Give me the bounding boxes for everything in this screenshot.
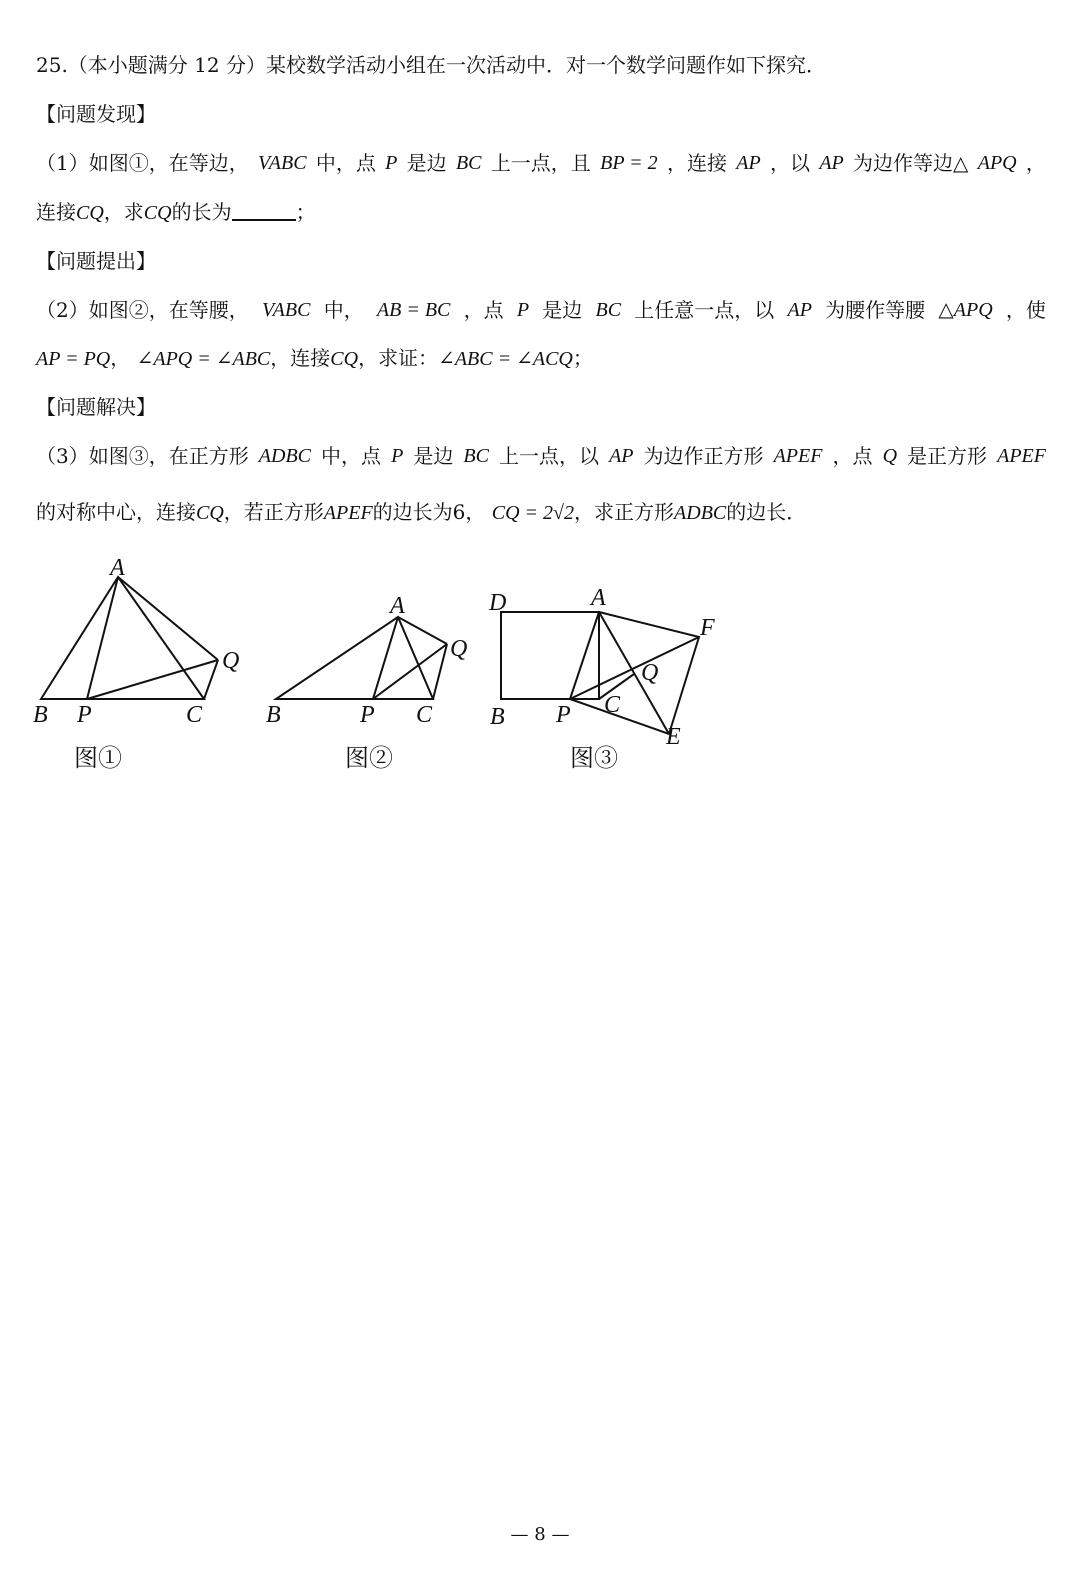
- caption-fig3: 图③: [570, 744, 618, 772]
- text: ，点: [832, 444, 873, 468]
- text: 上任意一点，以: [634, 298, 775, 322]
- text: ；: [295, 200, 316, 224]
- math: P: [385, 152, 398, 174]
- text: 是边: [413, 444, 454, 468]
- label-a: A: [110, 555, 125, 581]
- text: ，使: [1005, 298, 1046, 322]
- text: 是正方形: [907, 444, 988, 468]
- triangle-abc: [41, 577, 204, 699]
- label-a: A: [390, 593, 405, 619]
- text: 中，点: [315, 151, 376, 175]
- math: APQ: [977, 152, 1017, 174]
- text: 上一点，且: [490, 151, 591, 175]
- text: 为边作正方形: [643, 444, 764, 468]
- text: 是边: [406, 151, 447, 175]
- text: （3）如图③，在正方形: [36, 444, 249, 468]
- caption-fig2: 图②: [345, 744, 393, 772]
- text: 为腰作等腰: [825, 298, 926, 322]
- label-c: C: [416, 702, 433, 728]
- text: ，求: [103, 200, 144, 224]
- label-q: Q: [450, 636, 468, 662]
- math: AP: [819, 152, 844, 174]
- label-c: C: [186, 702, 203, 728]
- text: 为边作等边△: [853, 151, 969, 175]
- segment-ap: [373, 617, 398, 699]
- text: 中，: [323, 298, 364, 322]
- figure-1: [33, 555, 239, 772]
- page-number: — 8 —: [510, 1524, 570, 1545]
- text: （1）如图①，在等边，: [36, 151, 249, 175]
- section-title-question: 【问题提出】: [36, 249, 156, 273]
- text: ，连接: [666, 151, 727, 175]
- text: ，若正方形: [223, 500, 324, 524]
- label-c: C: [604, 692, 621, 718]
- math: BC: [463, 445, 489, 467]
- text: ，连接: [270, 346, 331, 370]
- diagonal-pf: [570, 637, 699, 699]
- math: P: [391, 445, 404, 467]
- label-b: B: [490, 704, 505, 730]
- math: APEF: [773, 445, 823, 467]
- segment-ap: [87, 577, 118, 699]
- section-title-solution: 【问题解决】: [36, 395, 156, 419]
- text: ，求证：: [358, 346, 439, 370]
- math: BP = 2: [600, 152, 658, 174]
- math: AP: [609, 445, 634, 467]
- problem-intro: 25.（本小题满分 12 分）某校数学活动小组在一次活动中．对一个数学问题作如下探究．: [36, 53, 826, 77]
- text: 是边: [542, 298, 583, 322]
- label-q: Q: [222, 648, 240, 674]
- text: （2）如图②，在等腰，: [36, 298, 249, 322]
- math: CQ: [196, 502, 224, 524]
- text: ，点: [463, 298, 504, 322]
- math: CQ: [143, 202, 172, 224]
- label-q: Q: [641, 660, 659, 686]
- label-p: P: [360, 702, 375, 728]
- math: VABC: [261, 299, 311, 321]
- math: VABC: [258, 152, 307, 174]
- math: ADBC: [674, 502, 727, 524]
- math: △APQ: [938, 299, 993, 321]
- text: 的长为: [171, 200, 232, 224]
- math: CQ: [76, 202, 104, 224]
- math: BC: [595, 299, 622, 321]
- figure-3: [488, 585, 715, 772]
- math: CQ = 2√2: [491, 502, 575, 524]
- text: 的边长为6，: [372, 500, 486, 524]
- math: P: [516, 299, 530, 321]
- math: ADBC: [258, 445, 311, 467]
- math: CQ: [330, 348, 359, 370]
- math: APEF: [997, 445, 1046, 467]
- text: 的边长．: [726, 500, 807, 524]
- math: AP: [787, 299, 812, 321]
- math: AP = PQ: [36, 348, 111, 370]
- text: ，: [1025, 151, 1046, 175]
- label-e: E: [666, 724, 681, 750]
- math: AB = BC: [376, 299, 451, 321]
- segment-cq: [204, 660, 218, 699]
- label-f: F: [700, 615, 715, 641]
- label-b: B: [33, 702, 48, 728]
- text: ，: [110, 346, 131, 370]
- math: ∠ABC = ∠ACQ: [438, 348, 573, 370]
- math: ∠APQ = ∠ABC: [136, 348, 271, 370]
- figure-2: [266, 593, 467, 772]
- math: AP: [736, 152, 761, 174]
- label-b: B: [266, 702, 281, 728]
- text: ；: [572, 346, 593, 370]
- math: BC: [455, 152, 482, 174]
- triangle-abc: [276, 617, 433, 699]
- text: 的对称中心，连接: [36, 500, 196, 524]
- label-p: P: [77, 702, 92, 728]
- math: APEF: [323, 502, 373, 524]
- text: 连接: [36, 200, 76, 224]
- label-p: P: [556, 702, 571, 728]
- text: 上一点，以: [499, 444, 600, 468]
- segment-aq: [398, 617, 447, 644]
- caption-fig1: 图①: [74, 744, 122, 772]
- text: ，求正方形: [574, 500, 675, 524]
- section-title-discovery: 【问题发现】: [36, 102, 156, 126]
- math: Q: [882, 445, 898, 467]
- label-a: A: [591, 585, 606, 611]
- text: 中，点: [321, 444, 382, 468]
- text: ，以: [770, 151, 811, 175]
- label-d: D: [489, 590, 507, 616]
- segment-pq: [87, 660, 218, 699]
